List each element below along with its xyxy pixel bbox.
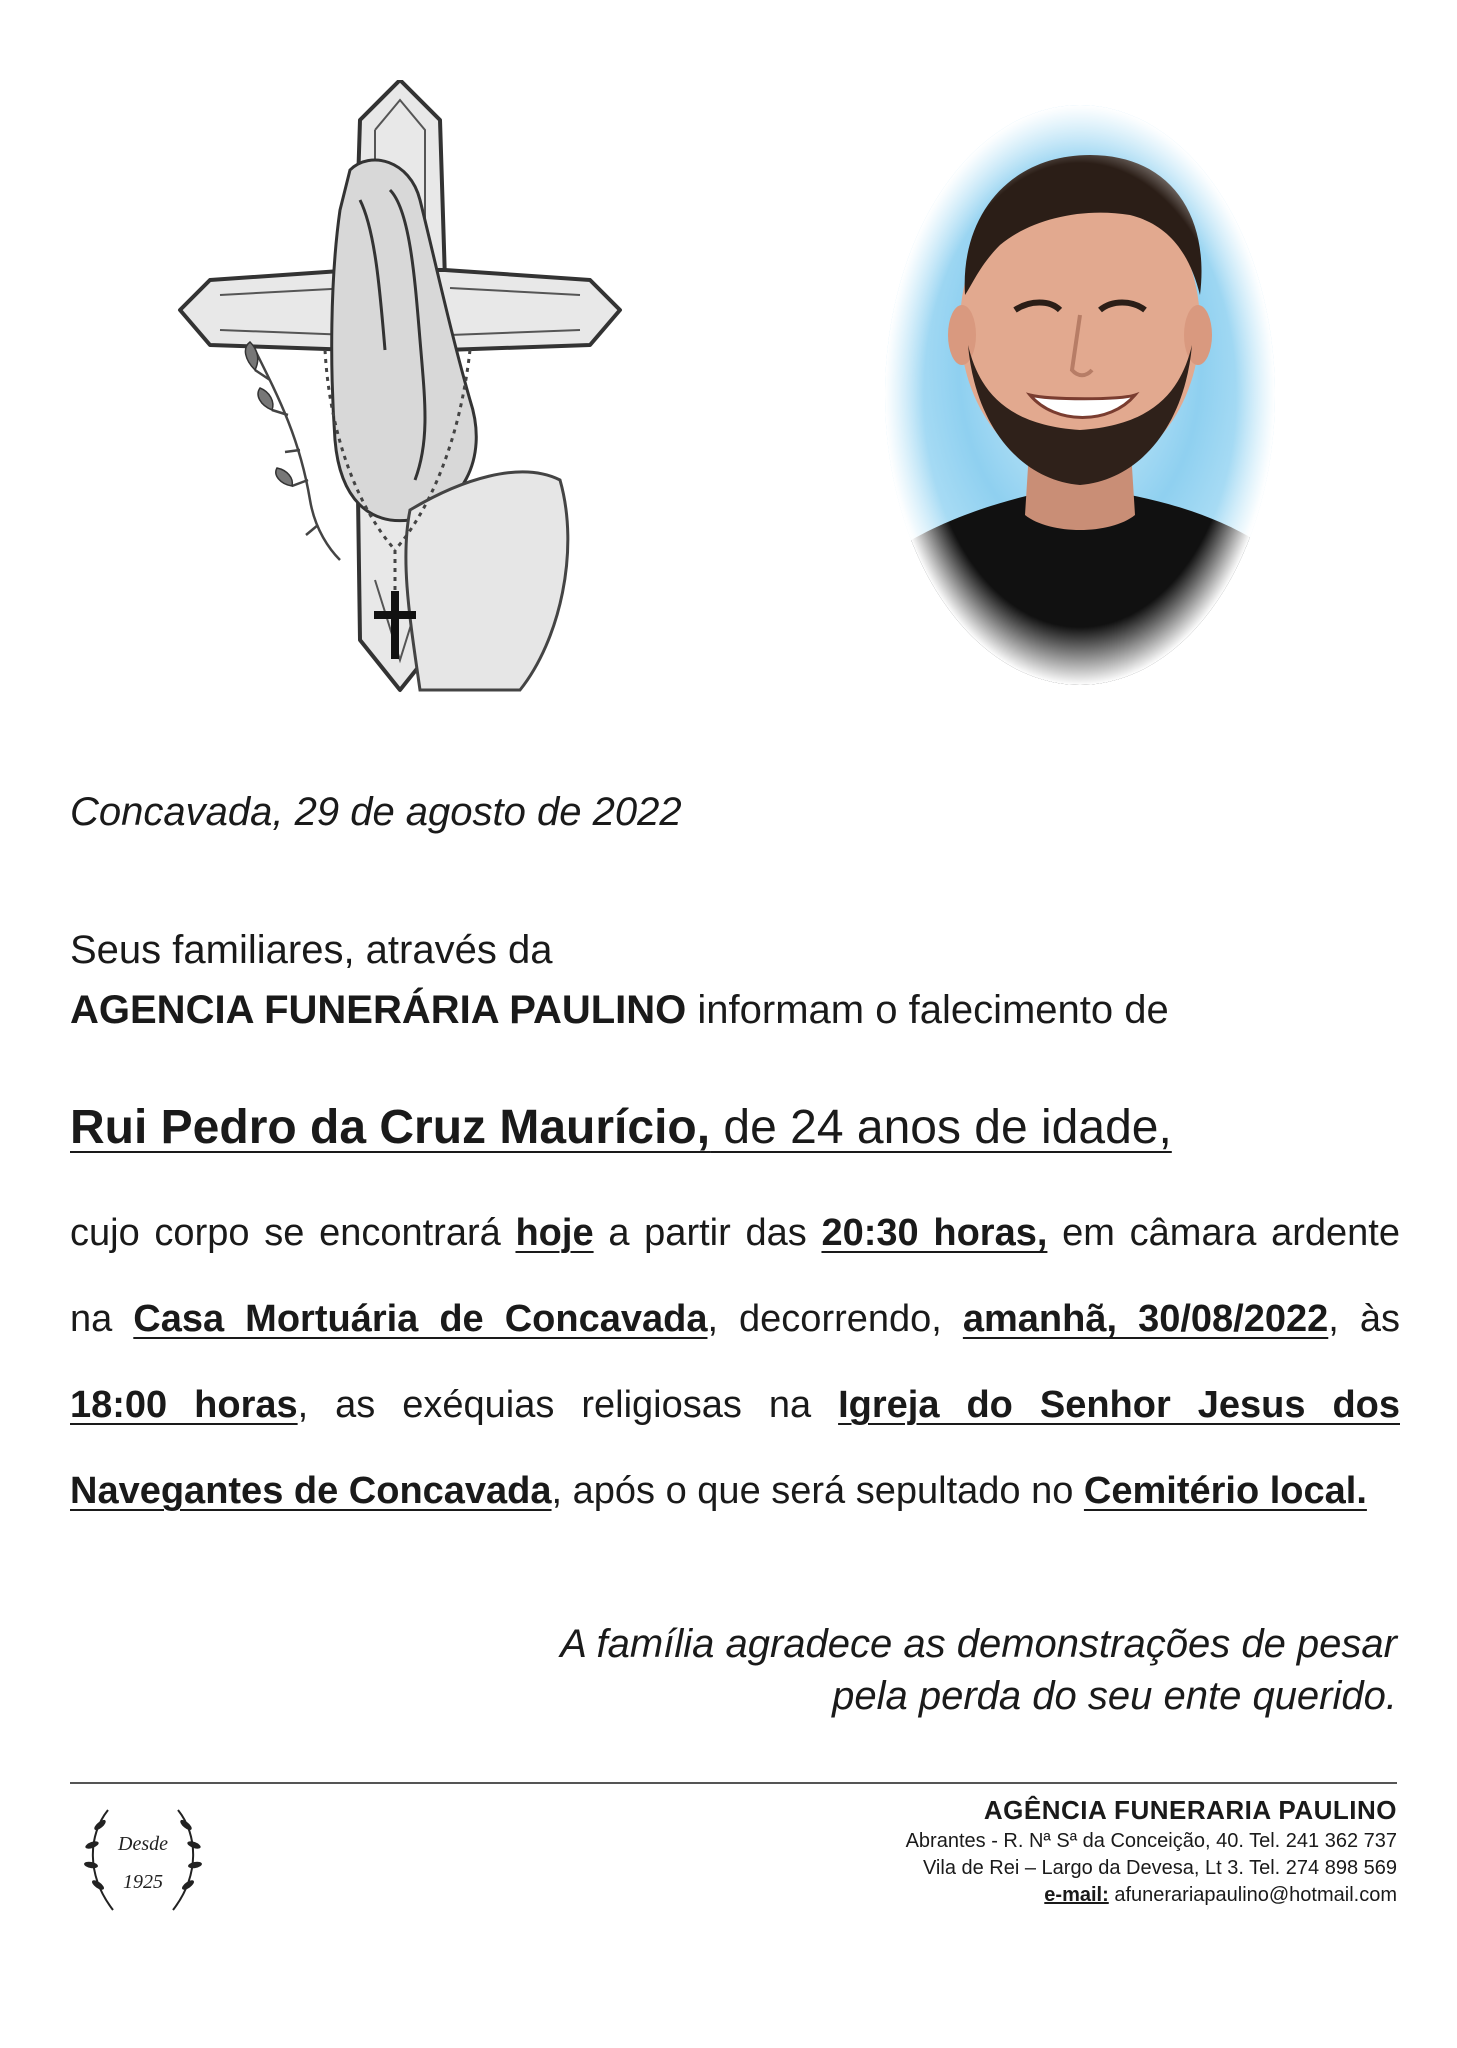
cemetery-name: Cemitério local. xyxy=(1083,1470,1367,1512)
deceased-name: Rui Pedro da Cruz Maurício, xyxy=(70,1101,711,1154)
footer-email-line xyxy=(906,1882,1397,1909)
deceased-name-line xyxy=(70,1100,1172,1155)
footer-address-vila-de-rei: Vila de Rei – Largo da Devesa, Lt 3. Tel. 274 898 569 xyxy=(922,1857,1397,1879)
desde-1925-laurel-seal xyxy=(78,1800,208,1920)
wake-day: hoje xyxy=(515,1212,594,1254)
family-thanks xyxy=(497,1618,1397,1722)
deceased-portrait xyxy=(880,95,1280,695)
details-text: a partir das xyxy=(593,1212,822,1254)
details-text: , decorrendo, xyxy=(707,1298,963,1340)
seal-year: 1925 xyxy=(123,1871,163,1893)
details-text: , as exéquias religiosas na xyxy=(297,1384,839,1426)
footer-divider xyxy=(70,1782,1397,1784)
wake-location: Casa Mortuária de Concavada xyxy=(133,1298,708,1340)
agency-footer xyxy=(906,1792,1397,1909)
intro-line-2 xyxy=(70,980,1400,1040)
footer-agency-title: AGÊNCIA FUNERARIA PAULINO xyxy=(983,1795,1397,1825)
date-line: Concavada, 29 de agosto de 2022 xyxy=(70,790,682,834)
details-text: , às xyxy=(1328,1298,1400,1340)
funeral-date: amanhã, 30/08/2022 xyxy=(962,1298,1329,1340)
funeral-details-paragraph xyxy=(70,1190,1400,1534)
intro-line-1: Seus familiares, através da xyxy=(70,928,553,972)
deceased-age: de 24 anos de idade, xyxy=(710,1101,1172,1154)
agency-name: AGENCIA FUNERÁRIA PAULINO xyxy=(70,988,687,1032)
email-address[interactable]: afunerariapaulino@hotmail.com xyxy=(1108,1884,1397,1906)
intro-line-2-rest: informam o falecimento de xyxy=(686,988,1169,1032)
thanks-line-1: A família agradece as demonstrações de pesar xyxy=(560,1622,1397,1666)
cross-praying-hands-illustration xyxy=(160,80,640,700)
details-text: , após o que será sepultado no xyxy=(551,1470,1084,1512)
thanks-line-2: pela perda do seu ente querido. xyxy=(832,1674,1397,1718)
wake-time: 20:30 horas, xyxy=(821,1212,1048,1254)
footer-address-abrantes: Abrantes - R. Nª Sª da Conceição, 40. Tel. 241 362 737 xyxy=(905,1830,1397,1852)
details-text: em câmara ardente na xyxy=(70,1212,1400,1340)
details-text: cujo corpo se encontrará xyxy=(70,1212,516,1254)
funeral-time: 18:00 horas xyxy=(70,1384,298,1426)
intro-paragraph xyxy=(70,920,1400,1040)
email-label: e-mail: xyxy=(1044,1884,1109,1906)
church-name: Igreja do Senhor Jesus dos Navegantes de Concavada xyxy=(70,1384,1400,1512)
seal-desde: Desde xyxy=(118,1833,168,1855)
